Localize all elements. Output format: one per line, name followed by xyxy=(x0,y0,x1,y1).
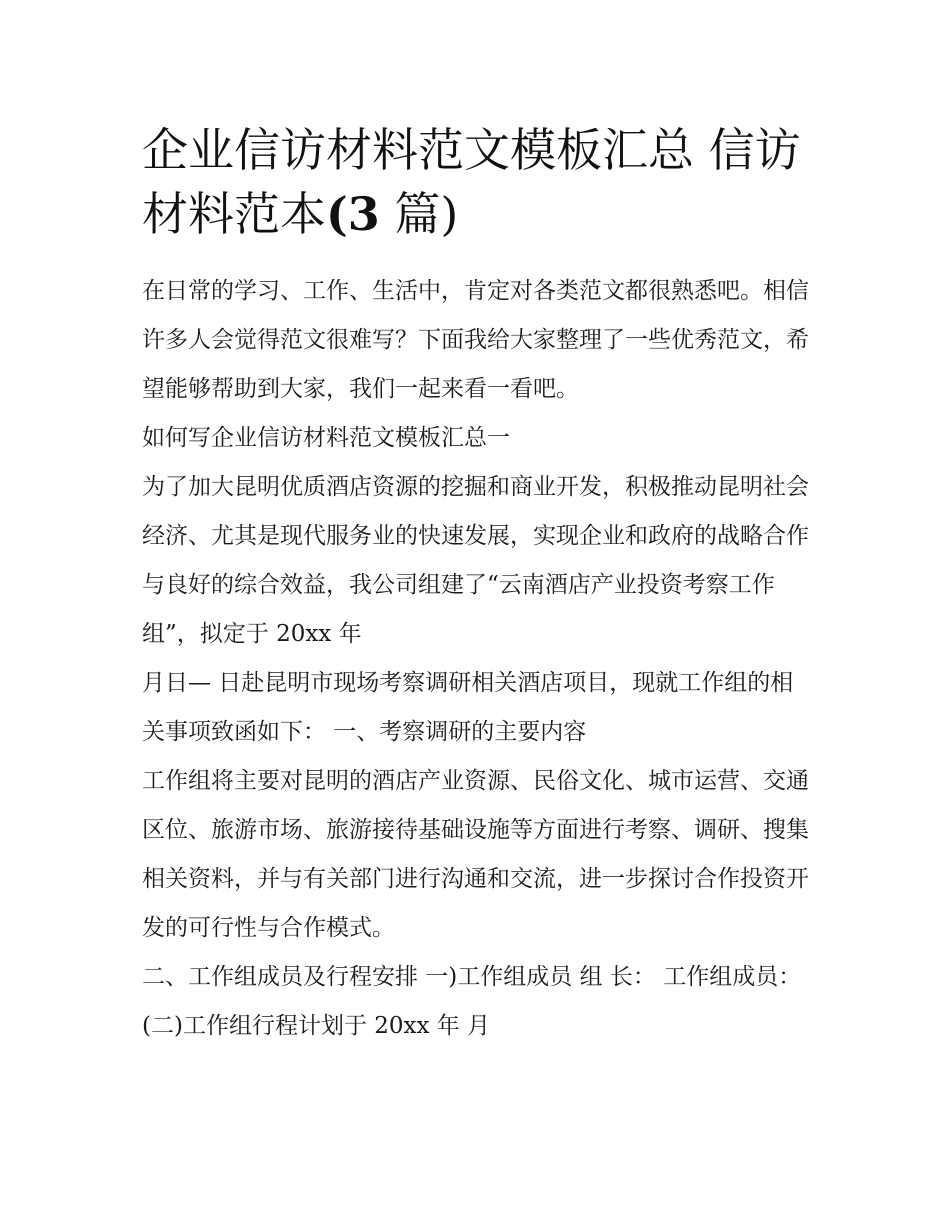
title-text: 企业信访材料范文模板汇总 信访材料范本 xyxy=(142,123,801,241)
body-paragraph: 二、工作组成员及行程安排 一)工作组成员 组 长： 工作组成员： (二)工作组行程计划于 20xx 年 月 xyxy=(142,964,802,1039)
section-heading: 如何写企业信访材料范文模板汇总一 xyxy=(142,425,510,451)
body-paragraph: 工作组将主要对昆明的酒店产业资源、民俗文化、城市运营、交通区位、旅游市场、旅游接待基础设施等方面进行考察、调研、搜集相关资料，并与有关部门进行沟通和交流，进一步探讨合作投资开发的可行性与合作模式。 xyxy=(142,768,809,941)
document-title xyxy=(142,118,812,246)
title-suffix: 篇) xyxy=(379,187,459,241)
title-count: (3 xyxy=(326,187,380,241)
document-body xyxy=(142,118,812,1051)
body-paragraph: 为了加大昆明优质酒店资源的挖掘和商业开发，积极推动昆明社会经济、尤其是现代服务业的快速发展，实现企业和政府的战略合作与良好的综合效益，我公司组建了“云南酒店产业投资考察工作组”，拟定于 20xx 年 xyxy=(142,474,809,647)
body-paragraph: 月日— 日赴昆明市现场考察调研相关酒店项目，现就工作组的相关事项致函如下： 一、考察调研的主要内容 xyxy=(142,670,794,745)
intro-paragraph: 在日常的学习、工作、生活中，肯定对各类范文都很熟悉吧。相信许多人会觉得范文很难写？下面我给大家整理了一些优秀范文，希望能够帮助到大家，我们一起来看一看吧。 xyxy=(142,278,809,402)
